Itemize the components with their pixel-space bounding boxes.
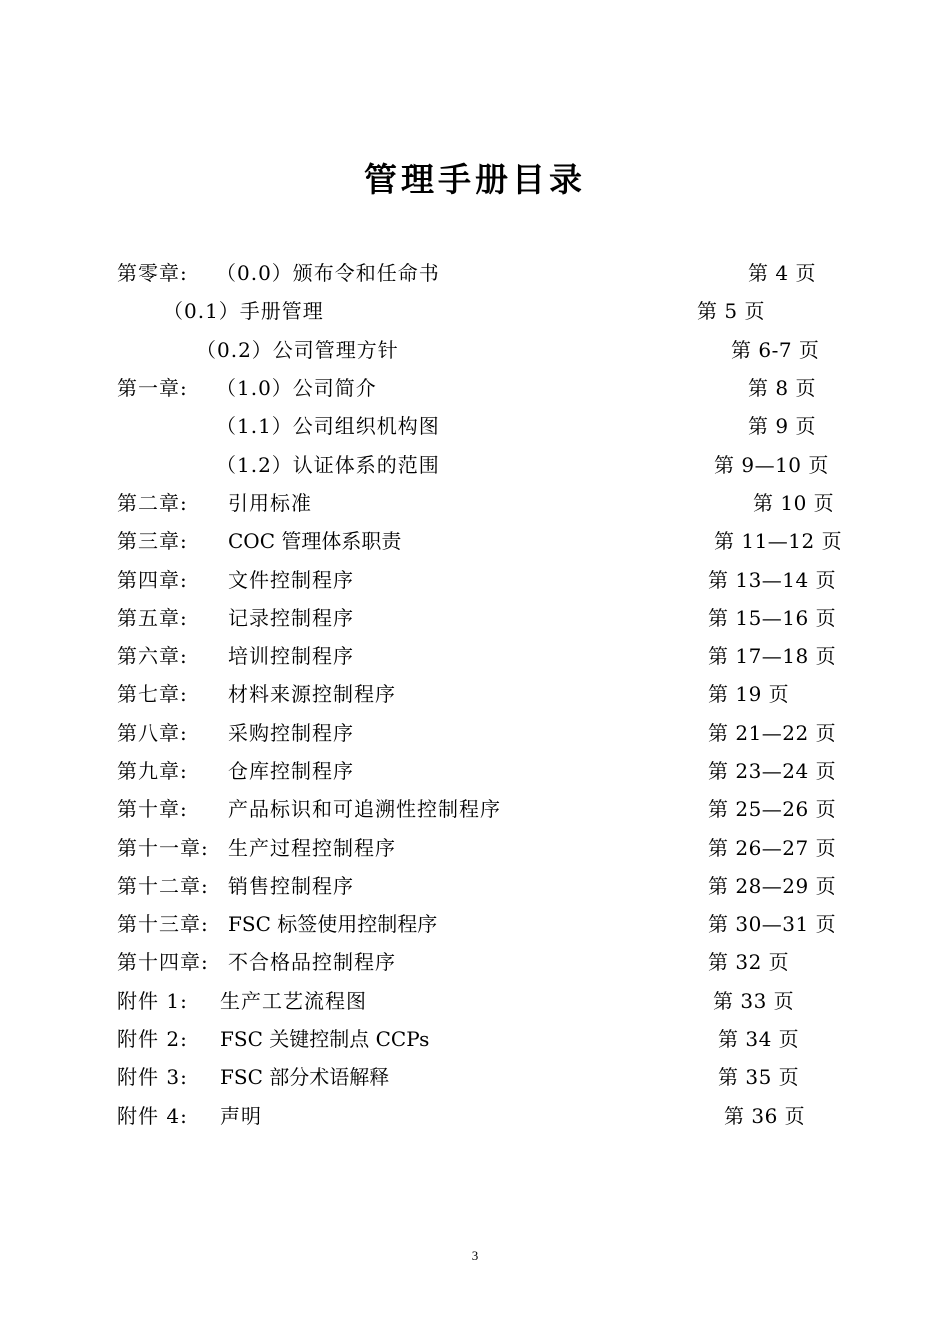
toc-title: 培训控制程序 <box>228 644 354 668</box>
toc-title: 产品标识和可追溯性控制程序 <box>228 797 501 821</box>
toc-chapter: 第六章: <box>117 644 188 668</box>
toc-page: 第 33 页 <box>713 989 795 1013</box>
toc-page: 第 35 页 <box>718 1065 800 1089</box>
toc-title: 材料来源控制程序 <box>228 682 396 706</box>
toc-page: 第 30—31 页 <box>708 912 837 936</box>
toc-title: 生产工艺流程图 <box>220 989 367 1013</box>
toc-title: （0.1）手册管理 <box>163 299 324 323</box>
toc-page: 第 34 页 <box>718 1027 800 1051</box>
toc-title: FSC 标签使用控制程序 <box>228 912 438 936</box>
toc-page: 第 28—29 页 <box>708 874 837 898</box>
toc-chapter: 第十二章: <box>117 874 209 898</box>
page-number: 3 <box>471 1248 479 1263</box>
toc-title: （0.0）颁布令和任命书 <box>216 261 440 285</box>
toc-page: 第 13—14 页 <box>708 568 837 592</box>
toc-title: （1.2）认证体系的范围 <box>216 453 440 477</box>
toc-title: 声明 <box>220 1104 262 1128</box>
toc-title: 引用标准 <box>228 491 312 515</box>
toc-page: 第 15—16 页 <box>708 606 837 630</box>
toc-page: 第 25—26 页 <box>708 797 837 821</box>
toc-page: 第 21—22 页 <box>708 721 837 745</box>
toc-title: （0.2）公司管理方针 <box>196 338 399 362</box>
toc-title: 生产过程控制程序 <box>228 836 396 860</box>
toc-page: 第 9—10 页 <box>714 453 829 477</box>
toc-title: COC 管理体系职责 <box>228 529 402 553</box>
toc-title: 不合格品控制程序 <box>228 950 396 974</box>
toc-page: 第 5 页 <box>697 299 765 323</box>
toc-page: 第 11—12 页 <box>714 529 843 553</box>
toc-title: FSC 关键控制点 CCPs <box>220 1027 430 1051</box>
toc-chapter: 第四章: <box>117 568 188 592</box>
toc-page: 第 36 页 <box>724 1104 806 1128</box>
toc-page: 第 6-7 页 <box>731 338 820 362</box>
toc-page: 第 8 页 <box>748 376 816 400</box>
toc-chapter: 附件 2: <box>117 1027 188 1051</box>
toc-page: 第 19 页 <box>708 682 790 706</box>
toc-page: 第 23—24 页 <box>708 759 837 783</box>
toc-chapter: 第七章: <box>117 682 188 706</box>
toc-chapter: 附件 1: <box>117 989 188 1013</box>
toc-title: 文件控制程序 <box>228 568 354 592</box>
toc-title: FSC 部分术语解释 <box>220 1065 390 1089</box>
toc-chapter: 第一章: <box>117 376 188 400</box>
toc-chapter: 第二章: <box>117 491 188 515</box>
toc-chapter: 第三章: <box>117 529 188 553</box>
toc-chapter: 附件 4: <box>117 1104 188 1128</box>
toc-chapter: 第八章: <box>117 721 188 745</box>
toc-page: 第 26—27 页 <box>708 836 837 860</box>
toc-chapter: 附件 3: <box>117 1065 188 1089</box>
toc-chapter: 第十四章: <box>117 950 209 974</box>
toc-chapter: 第十章: <box>117 797 188 821</box>
toc-page: 第 17—18 页 <box>708 644 837 668</box>
toc-title: 记录控制程序 <box>228 606 354 630</box>
toc-title: （1.0）公司简介 <box>216 376 377 400</box>
toc-page: 第 4 页 <box>748 261 816 285</box>
toc-title: 仓库控制程序 <box>228 759 354 783</box>
toc-page: 第 9 页 <box>748 414 816 438</box>
page-title: 管理手册目录 <box>364 160 586 199</box>
toc-chapter: 第五章: <box>117 606 188 630</box>
toc-title: 销售控制程序 <box>228 874 354 898</box>
toc-chapter: 第零章: <box>117 261 188 285</box>
toc-page: 第 32 页 <box>708 950 790 974</box>
toc-page: 第 10 页 <box>753 491 835 515</box>
toc-title: （1.1）公司组织机构图 <box>216 414 440 438</box>
toc-chapter: 第十三章: <box>117 912 209 936</box>
toc-chapter: 第十一章: <box>117 836 209 860</box>
toc-title: 采购控制程序 <box>228 721 354 745</box>
toc-chapter: 第九章: <box>117 759 188 783</box>
